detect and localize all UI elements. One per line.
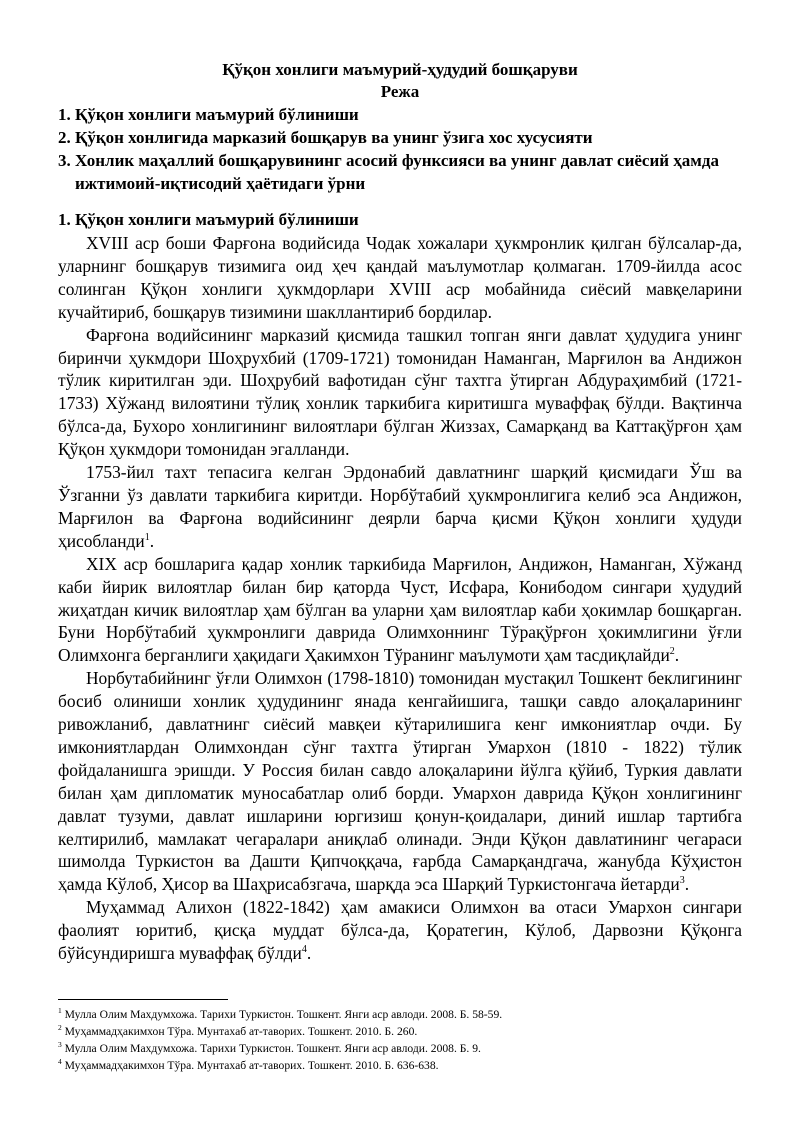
paragraph-text: Муҳаммад Алихон (1822-1842) ҳам амакиси Олимхон ва отаси Умархон сингари фаолият юритиб, қисқа муддат бўлса-да, Қоратегин, Кўлоб, Дарвозни Қўқонга бўйсундиришга муваффақ бўлди [58, 897, 742, 964]
paragraph: 1753-йил тахт тепасига келган Эрдонабий давлатнинг шарқий қисмидаги Ўш ва Ўзганни ўз давлати таркибига киритди. Норбўтабий ҳукмронлигига келиб эса Андижон, Марғилон ва Фарғона водийсининг деярли барча қисми Қўқон хонлиги ҳудуди ҳисобланди$^1$. [58, 462, 742, 551]
paragraph: Норбутабийнинг ўғли Олимхон (1798-1810) томонидан мустақил Тошкент беклигининг босиб олиниши хонлик ҳудудининг янада кенгайишига, ташқи савдо алоқаларининг ривожланиб, давлатнинг сиёсий мавқеи кўтарилишига кенг имкониятлар очди. Бу имкониятлардан Олимхондан сўнг тахтга ўтирган Умархон (1810 - 1822) тўлик фойдаланишга эришди. У Россия билан савдо алоқаларини йўлга қўйиб, Туркия давлати билан ҳам дипломатик муносабатлар олиб борди. Умархон даврида Қўқон хонлигининг давлат тузуми, давлат ишларини юргизиш қонун-қоидалари, диний ишлар тартибга келтирилиб, мамлакат чегаралари аниқлаб олинади. Энди Қўқон давлатининг чегараси шимолда Туркистон ва Дашти Қипчоққача, ғарбда Самарқандгача, жанубда Кўҳистон ҳамда Кўлоб, Ҳисор ва Шаҳрисабзгача, шарқда эса Шарқий Туркистонгача йетарди$^3$. [58, 668, 742, 895]
footnotes [58, 1006, 742, 1074]
footnote-text: Мулла Олим Махдумхожа. Тарихи Туркистон. Тошкент. Янги аср авлоди. 2008. Б. 58-59. [64, 1008, 503, 1021]
footnote [58, 1006, 742, 1023]
footnote-number: 4 [58, 1057, 62, 1067]
footnote-separator [58, 999, 228, 1000]
footnote-number: 1 [58, 1006, 62, 1016]
footnote-ref[interactable]: 4 [301, 944, 307, 956]
footnote-number: 2 [58, 1023, 62, 1033]
paragraph-text: Норбутабийнинг ўғли Олимхон (1798-1810) томонидан мустақил Тошкент беклигининг босиб олиниши хонлик ҳудудининг янада кенгайишига, ташқи савдо алоқаларининг ривожланиб, давлатнинг сиёсий мавқеи кўтарилишига кенг имкониятлар очди. Бу имкониятлардан Олимхондан сўнг тахтга ўтирган Умархон (1810 - 1822) тўлик фойдаланишга эришди. У Россия билан савдо алоқаларини йўлга қўйиб, Туркия давлати билан ҳам дипломатик муносабатлар олиб борди. Умархон даврида Қўқон хонлигининг давлат тузуми, давлат ишларини юргизиш қонун-қоидалари, диний ишлар тартибга келтирилиб, мамлакат чегаралари аниқлаб олинади. Энди Қўқон давлатининг чегараси шимолда Туркистон ва Дашти Қипчоққача, ғарбда Самарқандгача, жанубда Кўҳистон ҳамда Кўлоб, Ҳисор ва Шаҳрисабзгача, шарқда эса Шарқий Туркистонгача йетарди [58, 668, 742, 895]
plan-item-3: 3. Хонлик маҳаллий бошқарувининг асосий функсияси ва унинг давлат сиёсий ҳамда ижтимоий-иқтисодий ҳаётидаги ўрни [58, 151, 719, 193]
paragraph [58, 324, 742, 461]
paragraph-text: XIX аср бошларига қадар хонлик таркибида Марғилон, Андижон, Наманган, Хўжанд каби йирик вилоятлар билан бир қаторда Чуст, Исфара, Конибодом сингари ҳудудий жиҳатдан кичик вилоятлар ҳам бўлган ва уларни ҳам вилоятлар каби ҳокимлар бошқарган. Буни Норбўтабий ҳукмронлиги даврида Олимхоннинг Тўрақўрғон ҳокимлигини ўғли Олимхонга берганлиги ҳақидаги Ҳакимхон Тўранинг маълумоти ҳам тасдиқлайди [58, 553, 742, 666]
plan-item-2: 2. Қўқон хонлигида марказий бошқарув ва унинг ўзига хос хусусияти [58, 128, 593, 147]
footnote-text: Муҳаммадҳакимхон Тўра. Мунтахаб ат-таворих. Тошкент. 2010. Б. 636-638. [64, 1059, 439, 1072]
plan-heading: Режа [380, 82, 420, 101]
paragraph: XIX аср бошларига қадар хонлик таркибида Марғилон, Андижон, Наманган, Хўжанд каби йирик вилоятлар билан бир қаторда Чуст, Исфара, Конибодом сингари ҳудудий жиҳатдан кичик вилоятлар ҳам бўлган ва уларни ҳам вилоятлар каби ҳокимлар бошқарган. Буни Норбўтабий ҳукмронлиги даврида Олимхоннинг Тўрақўрғон ҳокимлигини ўғли Олимхонга берганлиги ҳақидаги Ҳакимхон Тўранинг маълумоти ҳам тасдиқлайди$^2$. [58, 553, 742, 666]
footnote-ref[interactable]: 3 [679, 875, 685, 887]
body-text [58, 232, 742, 965]
footnote [58, 1023, 742, 1040]
footnote-text: Муҳаммадҳакимхон Тўра. Мунтахаб ат-таворих. Тошкент. 2010. Б. 260. [64, 1025, 418, 1038]
paragraph-text: 1753-йил тахт тепасига келган Эрдонабий давлатнинг шарқий қисмидаги Ўш ва Ўзганни ўз давлати таркибига киритди. Норбўтабий ҳукмронлигига келиб эса Андижон, Марғилон ва Фарғона водийсининг деярли барча қисми Қўқон хонлиги ҳудуди ҳисобланди [58, 462, 742, 551]
footnote-ref[interactable]: 1 [144, 531, 150, 543]
document-title: Қўқон хонлиги маъмурий-ҳудудий бошқаруви [222, 60, 578, 79]
footnote [58, 1040, 742, 1057]
footnote-text: Мулла Олим Махдумхожа. Тарихи Туркистон. Тошкент. Янги аср авлоди. 2008. Б. 9. [64, 1042, 481, 1055]
paragraph [58, 232, 742, 324]
footnote-ref[interactable]: 2 [669, 646, 675, 658]
paragraph-text: Фарғона водийсининг марказий қисмида ташкил топган янги давлат ҳудудига унинг биринчи ҳукмдори Шоҳрухбий (1709-1721) томонидан Наманган, Марғилон ва Андижон тўлик киритилган эди. Шоҳрубий вафотидан сўнг тахтга ўтирган Абдураҳимбий (1721-1733) Хўжанд вилоятини тўлиқ хонлик таркибига киритишга муваффақ бўлди. Вақтинча бўлса-да, Бухоро хонлигининг вилоятлари бўлган Жиззах, Самарқанд ва Каттақўрғон ҳам Қўқон ҳукмдори томонидан эгалланди. [58, 324, 742, 460]
plan-item-1: 1. Қўқон хонлиги маъмурий бўлиниши [58, 105, 359, 124]
paragraph: Муҳаммад Алихон (1822-1842) ҳам амакиси Олимхон ва отаси Умархон сингари фаолият юритиб, қисқа муддат бўлса-да, Қоратегин, Кўлоб, Дарвозни Қўқонга бўйсундиришга муваффақ бўлди$^4$. [58, 897, 742, 964]
plan-list [58, 103, 748, 195]
footnote-number: 3 [58, 1040, 62, 1050]
footnote [58, 1057, 742, 1074]
section-heading: 1. Қўқон хонлиги маъмурий бўлиниши [58, 210, 359, 229]
paragraph-text: XVIII аср боши Фарғона водийсида Чодак хожалари ҳукмронлик қилган бўлсалар-да, уларнинг бошқарув тизимига оид ҳеч қандай маълумотлар қолмаган. 1709-йилда асос солинган Қўқон хонлиги ҳукмдорлари XVIII аср мобайнида сиёсий мавқеларини кучайтириб, бошқарув тизимини шакллантириб бордилар. [58, 233, 742, 322]
